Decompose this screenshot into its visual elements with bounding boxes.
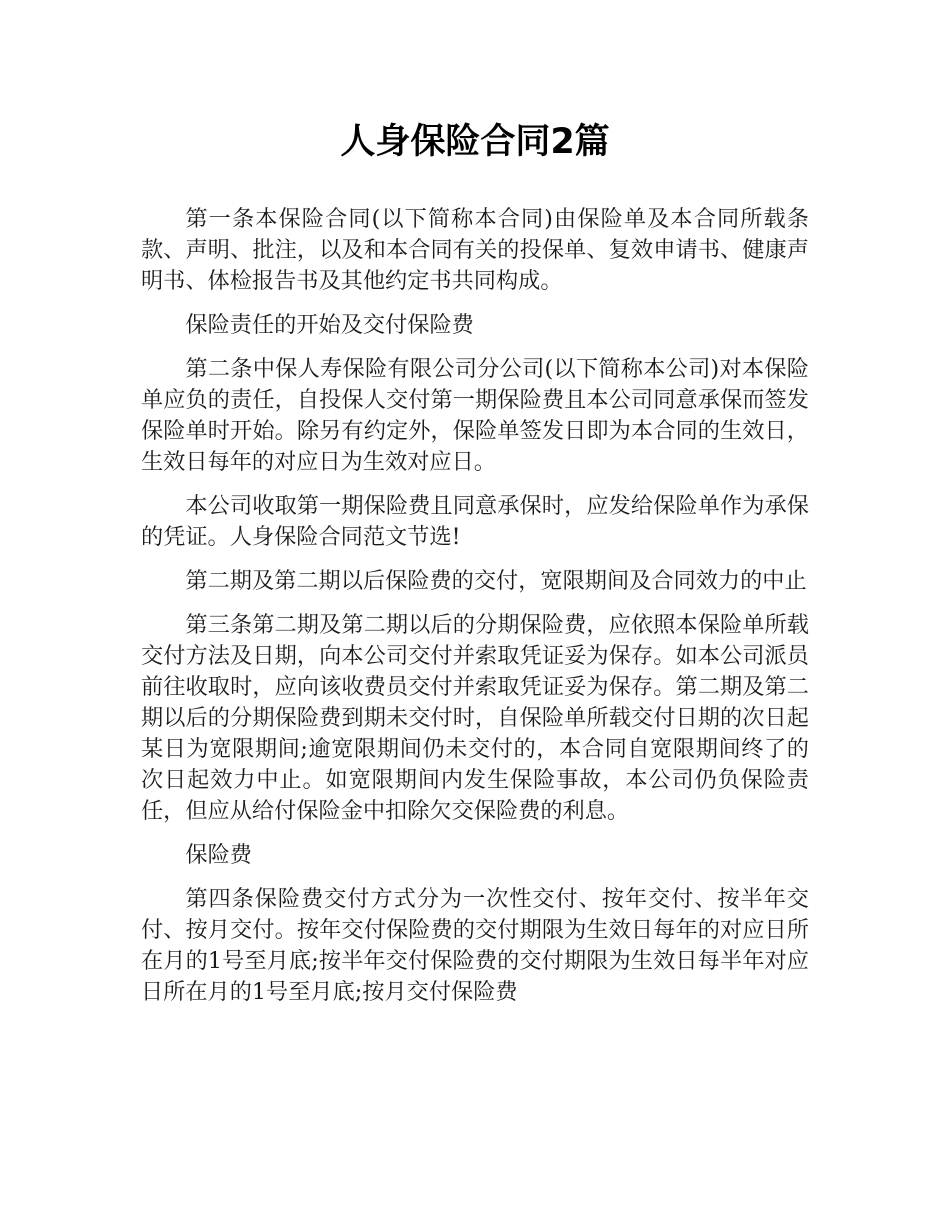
section-heading-liability-start: 保险责任的开始及交付保险费 xyxy=(185,312,474,338)
paragraph-article-3: 第三条第二期及第二期以后的分期保险费，应依照本保险单所载交付方法及日期，向本公司交付并索取凭证妥为保存。如本公司派员前往收取时，应向该收费员交付并索取凭证妥为保存。第二期及第二期以后的分期保险费到期未交付时，自保险单所载交付日期的次日起某日为宽限期间;逾宽限期间仍未交付的，本合同自宽限期间终了的次日起效力中止。如宽限期间内发生保险事故，本公司仍负保险责任，但应从给付保险金中扣除欠交保险费的利息。 xyxy=(141,612,809,824)
paragraph-article-1: 第一条本保险合同(以下简称本合同)由保险单及本合同所载条款、声明、批注，以及和本合同有关的投保单、复效申请书、健康声明书、体检报告书及其他约定书共同构成。 xyxy=(141,206,809,294)
paragraph-first-premium: 本公司收取第一期保险费且同意承保时，应发给保险单作为承保的凭证。人身保险合同范文节选! xyxy=(141,493,809,550)
paragraph-article-2: 第二条中保人寿保险有限公司分公司(以下简称本公司)对本保险单应负的责任，自投保人交付第一期保险费且本公司同意承保而签发保险单时开始。除另有约定外，保险单签发日即为本合同的生效日，生效日每年的对应日为生效对应日。 xyxy=(141,356,809,475)
paragraph-article-4: 第四条保险费交付方式分为一次性交付、按年交付、按半年交付、按月交付。按年交付保险费的交付期限为生效日每年的对应日所在月的1号至月底;按半年交付保险费的交付期限为生效日每半年对应日所在月的1号至月底;按月交付保险费 xyxy=(141,886,809,1005)
document-body xyxy=(141,204,809,1021)
document-title: 人身保险合同2篇 xyxy=(340,122,610,162)
section-heading-grace-period: 第二期及第二期以后保险费的交付，宽限期间及合同效力的中止 xyxy=(185,568,807,594)
section-heading-premium: 保险费 xyxy=(185,842,252,868)
